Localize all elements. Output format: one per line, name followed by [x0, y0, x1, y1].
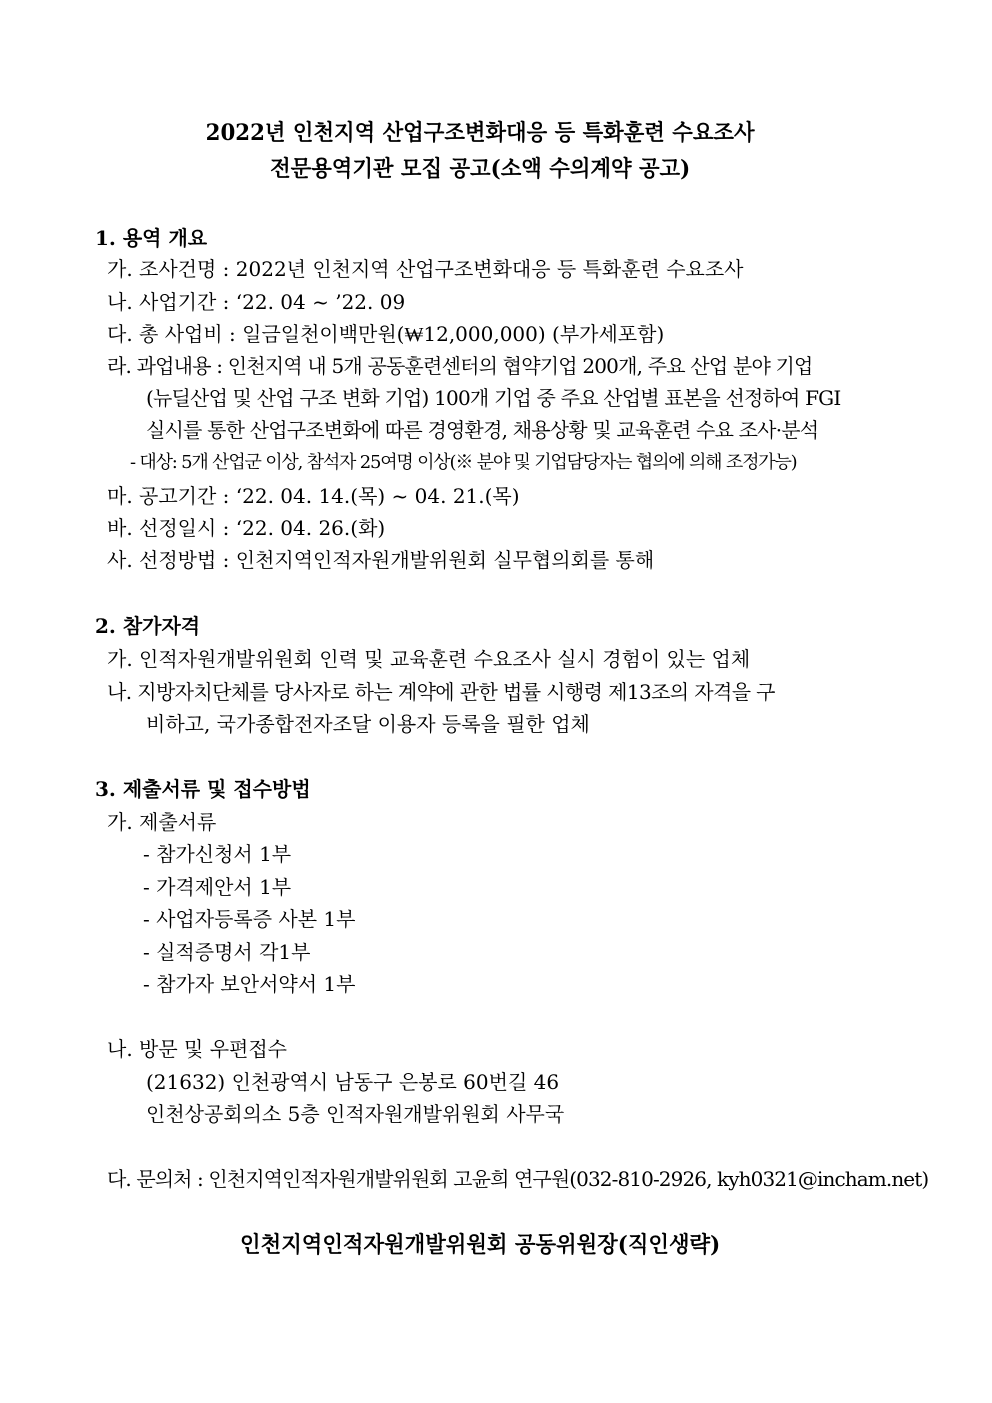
section-1-item-ra-cont-2: 실시를 통한 산업구조변화에 따른 경영환경, 채용상황 및 교육훈련 수요 조사·분석 — [146, 418, 819, 442]
address-line-1: (21632) 인천광역시 남동구 은봉로 60번길 46 — [146, 1070, 560, 1094]
section-2-heading: 2. 참가자격 — [95, 614, 201, 638]
address-line-2: 인천상공회의소 5층 인적자원개발위원회 사무국 — [146, 1102, 565, 1126]
section-1-item-ba: 바. 선정일시 : ‘22. 04. 26.(화) — [107, 516, 386, 540]
section-1-item-ma: 마. 공고기간 : ‘22. 04. 14.(목) ~ 04. 21.(목) — [107, 484, 520, 508]
section-1-item-ra-cont-1: (뉴딜산업 및 산업 구조 변화 기업) 100개 기업 중 주요 산업별 표본을 선정하여 FGI — [146, 386, 841, 410]
section-2-item-ga: 가. 인적자원개발위원회 인력 및 교육훈련 수요조사 실시 경험이 있는 업체 — [107, 647, 751, 671]
doc-item-security-pledge: - 참가자 보안서약서 1부 — [143, 972, 356, 996]
section-3-heading: 3. 제출서류 및 접수방법 — [95, 777, 311, 801]
doc-item-price-proposal: - 가격제안서 1부 — [143, 875, 292, 899]
signatory-footer: 인천지역인적자원개발위원회 공동위원장(직인생략) — [240, 1232, 721, 1258]
document-title-line-2: 전문용역기관 모집 공고(소액 수의계약 공고) — [270, 156, 691, 182]
section-2-item-na: 나. 지방자치단체를 당사자로 하는 계약에 관한 법률 시행령 제13조의 자격을 구 — [107, 680, 775, 704]
section-1-item-ga: 가. 조사건명 : 2022년 인천지역 산업구조변화대응 등 특화훈련 수요조사 — [107, 257, 744, 281]
section-1-item-sa: 사. 선정방법 : 인천지역인적자원개발위원회 실무협의회를 통해 — [107, 548, 655, 572]
section-2-item-na-cont: 비하고, 국가종합전자조달 이용자 등록을 필한 업체 — [146, 712, 590, 736]
doc-item-performance-certificate: - 실적증명서 각1부 — [143, 940, 311, 964]
section-1-item-da: 다. 총 사업비 : 일금일천이백만원(₩12,000,000) (부가세포함) — [107, 322, 665, 346]
section-3-sub-b: 나. 방문 및 우편접수 — [107, 1037, 287, 1061]
contact-line: 다. 문의처 : 인천지역인적자원개발위원회 고윤희 연구원(032-810-2926, kyh0321@incham.net) — [107, 1167, 929, 1191]
section-1-item-na: 나. 사업기간 : ‘22. 04 ~ ’22. 09 — [107, 290, 406, 314]
section-3-sub-a: 가. 제출서류 — [107, 810, 217, 834]
doc-item-application: - 참가신청서 1부 — [143, 842, 292, 866]
doc-item-business-registration: - 사업자등록증 사본 1부 — [143, 907, 356, 931]
section-1-target-note: - 대상: 5개 산업군 이상, 참석자 25여명 이상(※ 분야 및 기업담당자는 협의에 의해 조정가능) — [130, 452, 797, 473]
document-title-line-1: 2022년 인천지역 산업구조변화대응 등 특화훈련 수요조사 — [205, 120, 755, 146]
section-1-heading: 1. 용역 개요 — [95, 226, 208, 250]
section-1-item-ra: 라. 과업내용 : 인천지역 내 5개 공동훈련센터의 협약기업 200개, 주요 산업 분야 기업 — [107, 354, 813, 378]
